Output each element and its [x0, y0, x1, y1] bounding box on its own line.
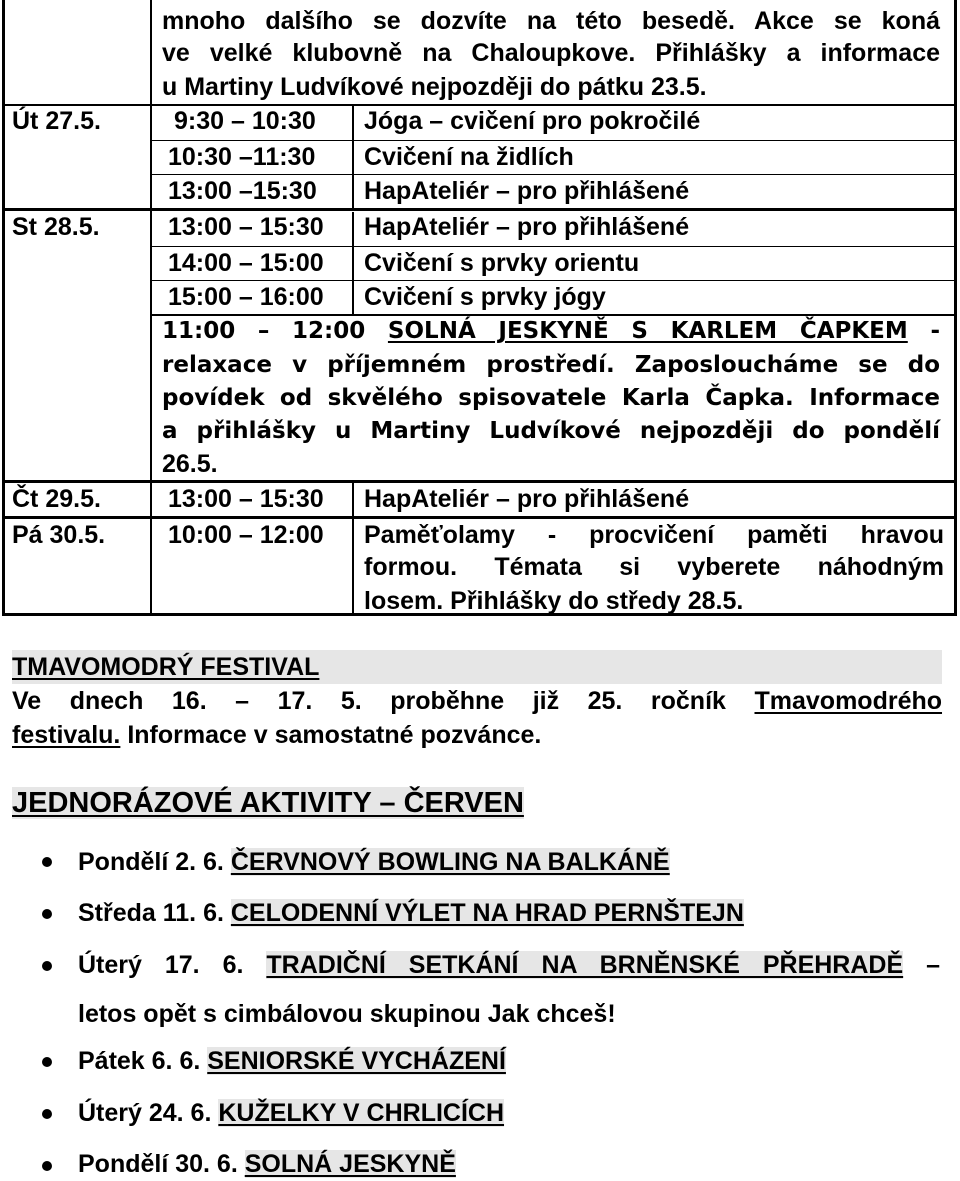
bullet-icon: [42, 961, 52, 971]
festival-text-line: festivalu. Informace v samostatné pozvánce.: [12, 721, 542, 749]
event-title: HapAteliér – pro přihlášené: [364, 485, 690, 513]
intro-line: mnoho dalšího se dozvíte na této besedě. Akce se koná: [162, 7, 940, 35]
festival-link[interactable]: festivalu.: [12, 721, 121, 749]
bullet-icon: [42, 909, 52, 919]
event-title: Cvičení s prvky jógy: [364, 283, 606, 311]
special-event-line: povídek od skvělého spisovatele Karla Čapka. Informace: [162, 385, 940, 411]
special-event-line: a přihlášky u Martiny Ludvíkové nejpozději do pondělí: [162, 418, 940, 444]
event-title: formou. Témata si vyberete náhodným: [364, 553, 944, 581]
event-title: Jóga – cvičení pro pokročilé: [364, 107, 701, 135]
table-time-divider: [352, 104, 354, 208]
special-event-line: 26.5.: [162, 450, 218, 478]
festival-text-line: Ve dnech 16. – 17. 5. proběhne již 25. ročník Tmavomodrého: [12, 687, 943, 715]
event-time: 13:00 –15:30: [168, 177, 317, 205]
activity-title: SOLNÁ JESKYNĚ: [244, 1150, 456, 1178]
special-event-title: SOLNÁ JESKYNĚ S KARLEM ČAPKEM: [387, 318, 908, 344]
intro-line: u Martiny Ludvíkové nejpozději do pátku 23.5.: [162, 73, 707, 101]
festival-link[interactable]: Tmavomodrého: [754, 687, 943, 715]
table-col-divider: [150, 0, 152, 616]
list-item: Úterý 24. 6. KUŽELKY V CHRLICÍCH: [78, 1099, 505, 1127]
event-title: losem. Přihlášky do středy 28.5.: [364, 587, 744, 615]
event-time: 13:00 – 15:30: [168, 485, 324, 513]
list-item: Úterý 17. 6. TRADIČNÍ SETKÁNÍ NA BRNĚNSKÉ PŘEHRADĚ –: [78, 951, 941, 979]
list-item: Pondělí 2. 6. ČERVNOVÝ BOWLING NA BALKÁNĚ: [78, 848, 670, 876]
june-heading: JEDNORÁZOVÉ AKTIVITY – ČERVEN: [12, 787, 524, 819]
bullet-icon: [42, 1161, 52, 1171]
special-event-header: [162, 314, 940, 348]
activity-title: TRADIČNÍ SETKÁNÍ NA BRNĚNSKÉ PŘEHRADĚ: [266, 951, 904, 979]
activity-title: ČERVNOVÝ BOWLING NA BALKÁNĚ: [230, 848, 670, 876]
event-title: HapAteliér – pro přihlášené: [364, 177, 690, 205]
special-event-dash: -: [930, 318, 940, 344]
bullet-icon: [42, 1057, 52, 1067]
bullet-icon: [42, 1109, 52, 1119]
intro-line: ve velké klubovně na Chaloupkove. Přihlášky a informace: [162, 39, 940, 67]
event-time: 15:00 – 16:00: [168, 283, 324, 311]
table-right-border: [954, 0, 957, 616]
list-item: Pondělí 30. 6. SOLNÁ JESKYNĚ: [78, 1150, 456, 1178]
activity-title: CELODENNÍ VÝLET NA HRAD PERNŠTEJN: [230, 899, 744, 927]
list-item: Pátek 6. 6. SENIORSKÉ VYCHÁZENÍ: [78, 1047, 506, 1075]
event-time: 10:00 – 12:00: [168, 521, 324, 549]
list-item: Středa 11. 6. CELODENNÍ VÝLET NA HRAD PERNŠTEJN: [78, 899, 744, 927]
day-label: Pá 30.5.: [12, 521, 106, 549]
day-label: St 28.5.: [12, 213, 100, 241]
event-title: Cvičení na židlích: [364, 143, 574, 171]
event-time: 13:00 – 15:30: [168, 213, 324, 241]
event-title: HapAteliér – pro přihlášené: [364, 213, 690, 241]
festival-heading: TMAVOMODRÝ FESTIVAL: [12, 653, 320, 681]
event-title: Cvičení s prvky orientu: [364, 249, 640, 277]
event-time: 14:00 – 15:00: [168, 249, 324, 277]
bullet-icon: [42, 857, 52, 867]
special-event-line: relaxace v příjemném prostředí. Zaposloucháme se do: [162, 352, 940, 378]
table-time-divider: [352, 518, 354, 616]
day-label: Čt 29.5.: [12, 485, 101, 513]
table-left-border: [2, 0, 5, 616]
event-time: 10:30 –11:30: [168, 143, 316, 171]
activity-title: SENIORSKÉ VYCHÁZENÍ: [207, 1047, 506, 1075]
day-label: Út 27.5.: [12, 107, 101, 135]
event-time: 9:30 – 10:30: [174, 107, 316, 135]
table-time-divider: [352, 482, 354, 518]
special-event-time: 11:00 – 12:00: [162, 318, 366, 344]
table-time-divider: [352, 212, 354, 316]
event-title: Paměťolamy - procvičení paměti hravou: [364, 521, 944, 549]
activity-title: KUŽELKY V CHRLICÍCH: [218, 1099, 505, 1127]
list-item-continuation: letos opět s cimbálovou skupinou Jak chceš!: [78, 1000, 616, 1028]
